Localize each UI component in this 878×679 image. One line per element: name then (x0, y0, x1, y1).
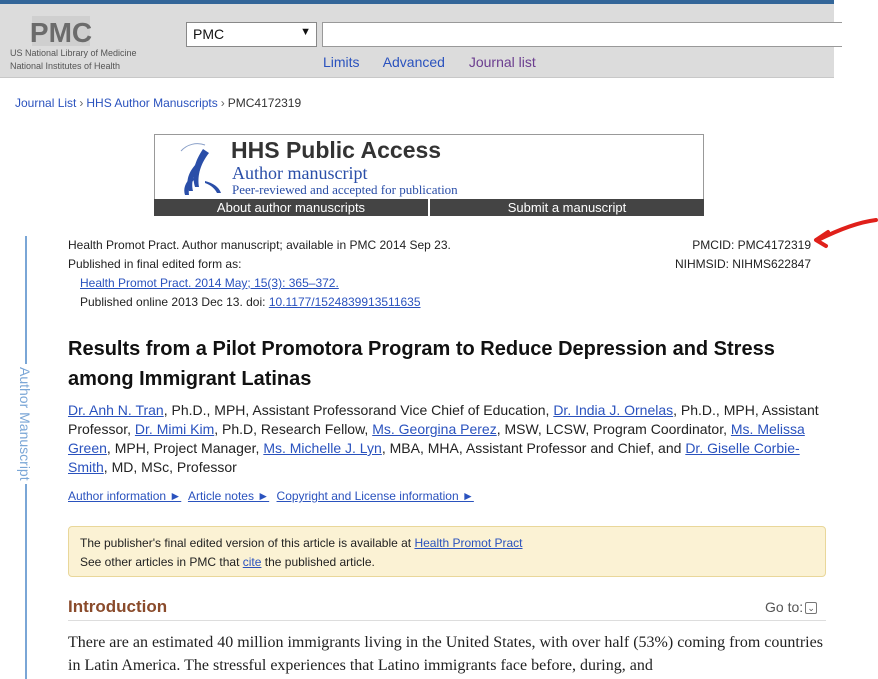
publisher-version-notice (68, 526, 826, 577)
published-form-label: Published in final edited form as: (68, 257, 242, 271)
notice-text: the published article. (261, 555, 375, 569)
logo-line-nih: National Institutes of Health (10, 61, 121, 71)
author-information-link[interactable]: Author information ► (68, 489, 182, 503)
published-online-text: Published online 2013 Dec 13. doi: (80, 295, 266, 309)
advanced-link[interactable]: Advanced (382, 54, 445, 70)
database-select-value: PMC (193, 26, 225, 42)
author-link[interactable]: Ms. Georgina Perez (372, 421, 497, 437)
author-link[interactable]: Dr. Mimi Kim (134, 421, 215, 437)
introduction-paragraph: There are an estimated 40 million immigrants living in the United States, with over half (53%) coming from countries in Latin America. The stressful experiences that Latino immigrants face before, during, and (68, 634, 823, 674)
section-divider (68, 620, 826, 621)
pmc-logo[interactable] (30, 12, 92, 48)
notice-text: The publisher's final edited version of this article is available at (80, 536, 415, 550)
submit-manuscript-button[interactable]: Submit a manuscript (428, 199, 704, 216)
author-affiliation: , MBA, MHA, Assistant Professor and Chief, and (381, 440, 686, 456)
author-affiliation: , MSW, LCSW, Program Coordinator, (496, 421, 731, 437)
breadcrumb-journal-list[interactable]: Journal List (15, 96, 77, 110)
copyright-license-link[interactable]: Copyright and License information ► (276, 489, 474, 503)
author-link[interactable]: Ms. Melissa Green (68, 421, 805, 456)
banner-title: HHS Public Access (231, 137, 442, 163)
svg-text:PMC: PMC (30, 17, 92, 48)
dropdown-arrow-icon: ▼ (300, 26, 311, 38)
banner-button-bar (154, 199, 704, 216)
hhs-public-access-banner (154, 134, 704, 216)
breadcrumb-separator: › (79, 96, 84, 110)
published-online-line (80, 295, 421, 309)
nihmsid: NIHMSID: NIHMS622847 (674, 257, 811, 271)
author-link[interactable]: Dr. Anh N. Tran (68, 402, 164, 418)
goto-menu[interactable] (765, 599, 817, 615)
breadcrumb-separator: › (220, 96, 225, 110)
notice-text: See other articles in PMC that (80, 555, 243, 569)
red-annotation-arrow-icon (810, 214, 878, 250)
search-input[interactable] (322, 22, 842, 47)
site-header (0, 0, 834, 78)
journal-link[interactable]: Health Promot Pract (414, 536, 523, 550)
breadcrumb-hhs-manuscripts[interactable]: HHS Author Manuscripts (86, 96, 218, 110)
author-affiliation: , MPH, Project Manager, (106, 440, 264, 456)
banner-tagline: Peer-reviewed and accepted for publication (232, 182, 458, 197)
pmcid: PMCID: PMC4172319 (692, 238, 811, 252)
article-info-links (68, 489, 478, 503)
about-author-manuscripts-button[interactable]: About author manuscripts (216, 200, 366, 215)
doi-link[interactable]: 10.1177/1524839913511635 (268, 295, 421, 309)
journal-list-link[interactable]: Journal list (468, 54, 536, 70)
author-list (68, 401, 828, 477)
notice-line-1 (80, 534, 814, 553)
goto-label: Go to: (765, 599, 804, 615)
breadcrumb (15, 96, 301, 110)
author-affiliation: , Ph.D, Research Fellow, (214, 421, 373, 437)
hhs-eagle-logo (175, 143, 223, 197)
author-affiliation: , Ph.D., MPH, Assistant Professor, (68, 402, 819, 437)
author-affiliation: , Ph.D., MPH, Assistant Professorand Vice Chief of Education, (163, 402, 554, 418)
introduction-heading: Introduction (68, 597, 168, 616)
limits-link[interactable]: Limits (323, 54, 360, 70)
banner-subtitle: Author manuscript (232, 163, 368, 183)
author-link[interactable]: Ms. Michelle J. Lyn (263, 440, 382, 456)
author-link[interactable]: Dr. Giselle Corbie-Smith (68, 440, 800, 475)
database-select[interactable] (186, 22, 317, 47)
logo-line-nlm: US National Library of Medicine (10, 48, 137, 58)
chevron-down-icon[interactable]: ⌄ (805, 602, 817, 614)
final-version-link[interactable]: Health Promot Pract. 2014 May; 15(3): 365–372. (80, 276, 339, 290)
search-nav (323, 54, 556, 70)
cite-link[interactable]: cite (242, 555, 262, 569)
article-notes-link[interactable]: Article notes ► (187, 489, 270, 503)
notice-line-2 (80, 553, 814, 572)
author-link[interactable]: Dr. India J. Ornelas (553, 402, 674, 418)
author-manuscript-side-label: Author Manuscript (17, 364, 33, 484)
author-affiliation: , MD, MSc, Professor (103, 459, 237, 475)
breadcrumb-current: PMC4172319 (227, 96, 302, 110)
citation-line: Health Promot Pract. Author manuscript; available in PMC 2014 Sep 23. (68, 238, 451, 252)
article-title: Results from a Pilot Promotora Program to Reduce Depression and Stress among Immigrant Latinas (68, 338, 775, 390)
